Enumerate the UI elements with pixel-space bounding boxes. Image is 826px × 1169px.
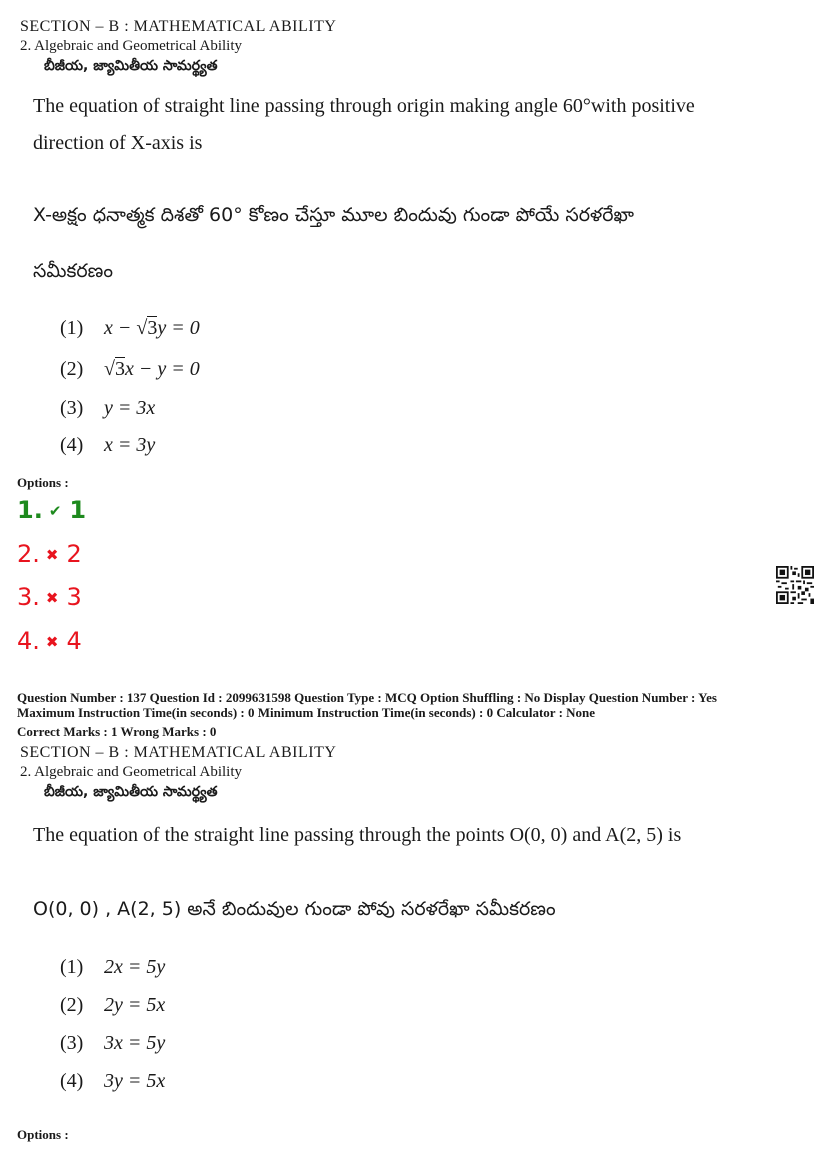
check-icon: ✔ <box>48 502 62 520</box>
answer-option-1: 1. ✔ 1 <box>17 496 87 524</box>
option-expression: √3x − y = 0 <box>104 358 200 380</box>
option-expression: 2x = 5y <box>104 956 166 978</box>
option-number: (3) <box>60 397 84 419</box>
option-expression: 2y = 5x <box>104 994 166 1016</box>
option-number: (1) <box>60 956 84 978</box>
question-meta: Question Number : 137 Question Id : 2099631598 Question Type : MCQ Option Shuffling : No Display Question Number : Yes <box>17 690 717 705</box>
subsection-title: 2. Algebraic and Geometrical Ability <box>20 764 243 780</box>
options-label: Options : <box>17 475 69 490</box>
question-text: direction of X-axis is <box>33 132 203 154</box>
option-4 <box>60 1070 165 1093</box>
qr-code-icon <box>776 566 814 604</box>
option-2 <box>60 994 165 1017</box>
option-3 <box>60 1032 165 1055</box>
option-3 <box>60 397 155 420</box>
answer-option-2: 2. ✖ 2 <box>17 540 82 568</box>
section-title: SECTION – B : MATHEMATICAL ABILITY <box>20 18 337 35</box>
subsection-title-telugu: బీజీయ, జ్యామితీయ సామర్థ్యత <box>44 784 218 800</box>
subsection-title-telugu: బీజీయ, జ్యామితీయ సామర్థ్యత <box>44 58 218 74</box>
answer-option-4: 4. ✖ 4 <box>17 627 82 655</box>
option-number: (4) <box>60 1070 84 1092</box>
option-number: (3) <box>60 1032 84 1054</box>
subsection-title: 2. Algebraic and Geometrical Ability <box>20 38 243 54</box>
option-expression: 3x = 5y <box>104 1032 166 1054</box>
options-label: Options : <box>17 1127 69 1142</box>
option-2 <box>60 358 200 381</box>
question-text-telugu: X-అక్షం ధనాత్మక దిశతో 60° కోణం చేస్తూ మూల బిందువు గుండా పోయే సరళరేఖా <box>33 204 634 226</box>
question-marks: Correct Marks : 1 Wrong Marks : 0 <box>17 724 217 739</box>
option-4 <box>60 434 155 457</box>
section-title: SECTION – B : MATHEMATICAL ABILITY <box>20 744 337 761</box>
option-expression: x = 3y <box>104 434 156 456</box>
answer-option-3: 3. ✖ 3 <box>17 583 82 611</box>
option-number: (4) <box>60 434 84 456</box>
cross-icon: ✖ <box>45 546 59 564</box>
question-text-telugu: O(0, 0) , A(2, 5) అనే బిందువుల గుండా పోవు సరళరేఖా సమీకరణం <box>33 898 556 920</box>
option-expression: y = 3x <box>104 397 156 419</box>
cross-icon: ✖ <box>45 633 59 651</box>
option-1 <box>60 317 200 340</box>
question-text: The equation of straight line passing through origin making angle 60°with positive <box>33 95 695 117</box>
option-number: (2) <box>60 358 84 380</box>
option-number: (2) <box>60 994 84 1016</box>
option-1 <box>60 956 165 979</box>
question-meta: Maximum Instruction Time(in seconds) : 0 Minimum Instruction Time(in seconds) : 0 Calculator : None <box>17 705 596 720</box>
question-text: The equation of the straight line passing through the points O(0, 0) and A(2, 5) is <box>33 824 682 846</box>
option-expression: 3y = 5x <box>104 1070 166 1092</box>
cross-icon: ✖ <box>45 589 59 607</box>
option-number: (1) <box>60 317 84 339</box>
option-expression: x − √3y = 0 <box>104 317 200 339</box>
question-text-telugu: సమీకరణం <box>33 260 113 282</box>
